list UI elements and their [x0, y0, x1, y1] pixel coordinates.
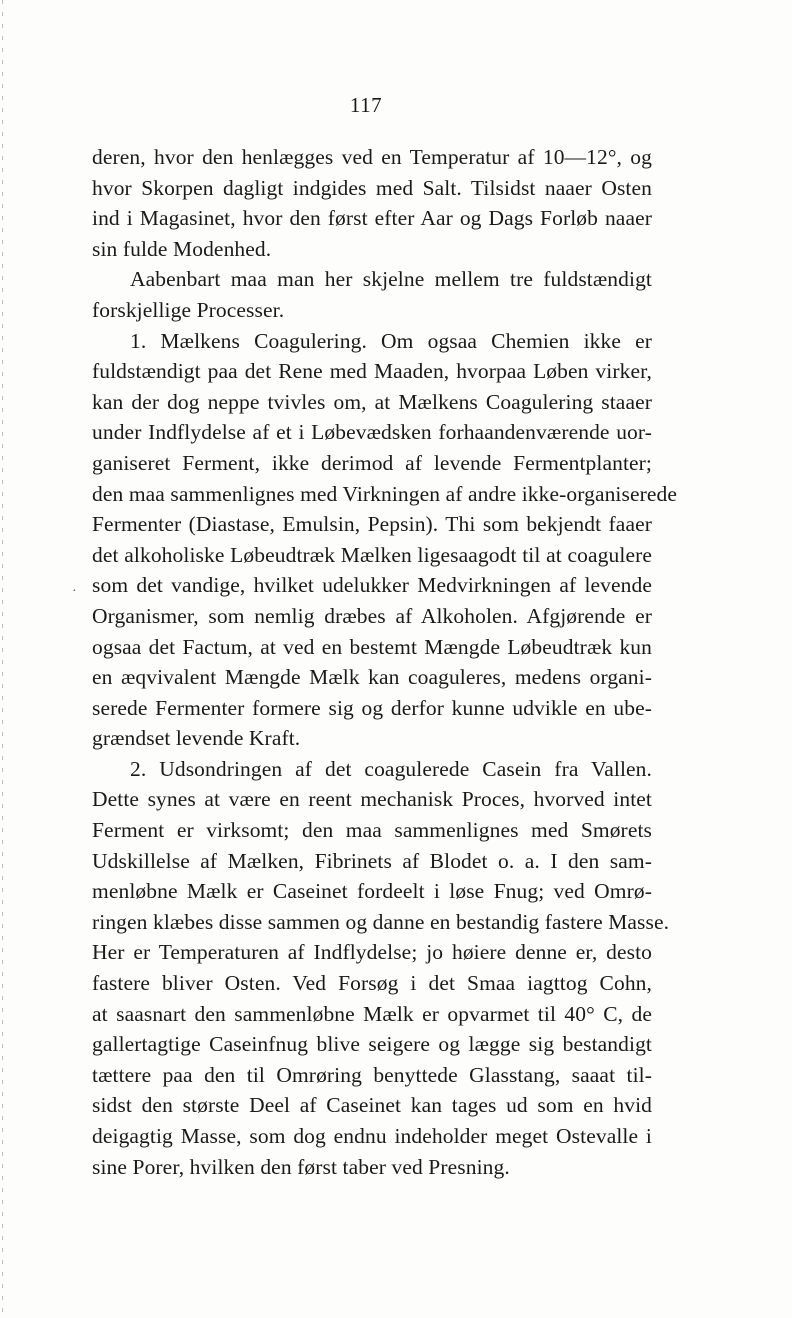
page-number: 117: [349, 93, 383, 117]
text-line: grændset levende Kraft.: [92, 726, 301, 751]
text-line: ogsaa det Factum, at ved en bestemt Mængde Løbeudtræk kun: [92, 634, 652, 659]
text-line: fastere bliver Osten. Ved Forsøg i det Smaa iagttog Cohn,: [92, 971, 652, 996]
text-line: det alkoholiske Løbeudtræk Mælken ligesaagodt til at coagulere: [92, 542, 652, 567]
text-line: under Indflydelse af et i Løbevædsken forhaandenværende uor-: [92, 420, 652, 445]
text-line: tættere paa den til Omrøring benyttede Glasstang, saaat til-: [92, 1062, 652, 1087]
text-line: deigagtig Masse, som dog endnu indeholder meget Ostevalle i: [92, 1124, 652, 1148]
text-line: hvor Skorpen dagligt indgides med Salt. Tilsidst naaer Osten: [92, 175, 652, 200]
text-line: fuldstændigt paa det Rene med Maaden, hvorpaa Løben virker,: [92, 359, 652, 384]
text-line: ganiseret Ferment, ikke derimod af levende Fermentplanter;: [92, 450, 652, 475]
text-line: en æqvivalent Mængde Mælk kan coaguleres, medens organi-: [92, 665, 652, 690]
text-line: kan der dog neppe tvivles om, at Mælkens Coagulering staaer: [92, 389, 652, 414]
text-line: at saasnart den sammenløbne Mælk er opvarmet til 40° C, de: [92, 1001, 652, 1026]
text-line: ind i Magasinet, hvor den først efter Aar og Dags Forløb naaer: [92, 206, 652, 231]
text-line: forskjellige Processer.: [92, 297, 285, 322]
text-line: Ferment er virksomt; den maa sammenlignes med Smørets: [92, 818, 652, 843]
paragraph-start-line: Aabenbart maa man her skjelne mellem tre fuldstændigt: [130, 267, 652, 292]
text-line: Dette synes at være en reent mechanisk Proces, hvorved intet: [92, 787, 652, 812]
text-line: Organismer, som nemlig dræbes af Alkoholen. Afgjørende er: [92, 603, 652, 628]
text-line: sidst den største Deel af Caseinet kan tages ud som en hvid: [92, 1093, 652, 1118]
scan-speck: ·: [72, 584, 77, 599]
body-text: [92, 142, 678, 1182]
text-line: sine Porer, hvilken den først taber ved Presning.: [92, 1154, 510, 1179]
text-line: deren, hvor den henlægges ved en Temperatur af 10—12°, og: [92, 145, 652, 169]
paragraph-start-line: 2. Udsondringen af det coagulerede Casein fra Vallen.: [130, 756, 652, 781]
text-line: som det vandige, hvilket udelukker Medvirkningen af levende: [92, 573, 652, 598]
text-line: Udskillelse af Mælken, Fibrinets af Blodet o. a. I den sam-: [92, 848, 652, 873]
text-line: den maa sammenlignes med Virkningen af andre ikke-organiserede: [92, 481, 678, 506]
text-line: menløbne Mælk er Caseinet fordeelt i løse Fnug; ved Omrø-: [92, 879, 652, 904]
paragraph-start-line: 1. Mælkens Coagulering. Om ogsaa Chemien ikke er: [130, 328, 652, 353]
scan-edge-perforation: [2, 0, 3, 1318]
text-line: sin fulde Modenhed.: [92, 236, 272, 261]
text-line: ringen klæbes disse sammen og danne en bestandig fastere Masse.: [92, 909, 670, 934]
text-line: gallertagtige Caseinfnug blive seigere og lægge sig bestandigt: [92, 1032, 652, 1057]
text-line: Fermenter (Diastase, Emulsin, Pepsin). Thi som bekjendt faaer: [92, 512, 652, 537]
text-line: serede Fermenter formere sig og derfor kunne udvikle en ube-: [92, 695, 652, 720]
text-line: Her er Temperaturen af Indflydelse; jo høiere denne er, desto: [92, 940, 652, 965]
